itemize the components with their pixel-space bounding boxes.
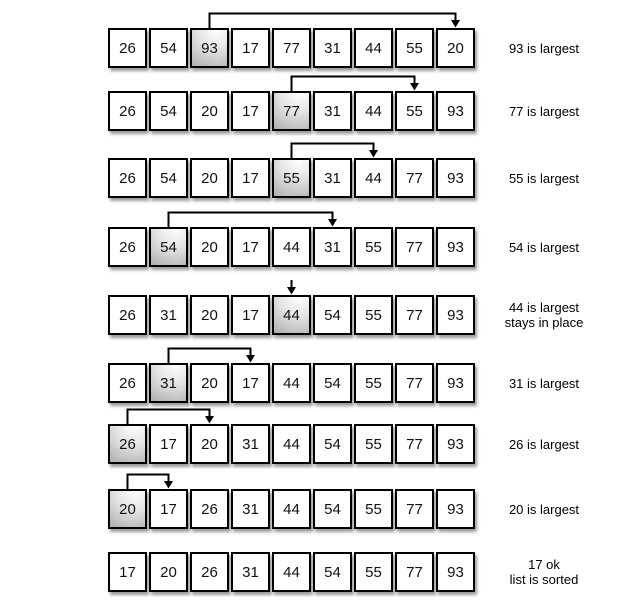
array-cell — [272, 424, 311, 464]
array-cell-selected — [190, 28, 229, 68]
cell-value: 77 — [406, 306, 423, 324]
swap-arrow-icon — [108, 345, 477, 363]
array-cell — [436, 91, 475, 131]
array-cell — [395, 295, 434, 335]
cell-value: 20 — [447, 39, 464, 57]
array-cell — [231, 28, 270, 68]
sort-step-row — [108, 91, 580, 131]
cell-value: 54 — [160, 39, 177, 57]
array-cell — [231, 424, 270, 464]
cell-value: 77 — [406, 435, 423, 453]
cell-value: 26 — [119, 102, 136, 120]
cell-value: 26 — [119, 306, 136, 324]
step-label-line: 93 is largest — [508, 40, 580, 56]
sort-step-row — [108, 227, 580, 267]
sort-step-row — [108, 363, 580, 403]
cell-value: 93 — [447, 306, 464, 324]
cell-value: 20 — [201, 435, 218, 453]
cell-value: 55 — [406, 102, 423, 120]
cell-value: 31 — [160, 306, 177, 324]
cell-value: 17 — [160, 435, 177, 453]
cell-value: 31 — [160, 374, 177, 392]
array-cell — [436, 363, 475, 403]
array-cell — [395, 552, 434, 592]
array-cell-selected — [149, 227, 188, 267]
cell-value: 77 — [406, 563, 423, 581]
step-label-line: list is sorted — [509, 572, 579, 587]
array-cell — [108, 28, 147, 68]
array-cell — [231, 295, 270, 335]
cell-value: 20 — [201, 102, 218, 120]
cell-value: 54 — [160, 102, 177, 120]
step-label — [476, 363, 612, 403]
cell-value: 77 — [406, 374, 423, 392]
step-label — [476, 489, 612, 529]
array-cell — [149, 489, 188, 529]
array-cell — [395, 489, 434, 529]
cell-value: 26 — [119, 39, 136, 57]
cell-value: 44 — [365, 39, 382, 57]
array-cell — [354, 91, 393, 131]
sort-step-row — [108, 295, 584, 335]
cell-value: 20 — [201, 374, 218, 392]
step-label — [476, 91, 612, 131]
cell-value: 44 — [283, 238, 300, 256]
cell-value: 54 — [324, 563, 341, 581]
cell-value: 17 — [242, 238, 259, 256]
array-cell — [108, 552, 147, 592]
cell-value: 31 — [324, 39, 341, 57]
array-cell — [231, 552, 270, 592]
cell-value: 31 — [242, 500, 259, 518]
cell-value: 54 — [324, 500, 341, 518]
cell-value: 93 — [201, 39, 218, 57]
cell-value: 55 — [365, 374, 382, 392]
cell-value: 31 — [324, 102, 341, 120]
array-cell — [313, 91, 352, 131]
step-label-line: 31 is largest — [508, 375, 580, 391]
array-cell — [108, 227, 147, 267]
array-cell-selected — [108, 424, 147, 464]
cell-value: 17 — [242, 169, 259, 187]
cell-value: 77 — [406, 500, 423, 518]
sort-step-row — [108, 158, 580, 198]
array-cell-selected — [272, 91, 311, 131]
array-cell — [149, 158, 188, 198]
cell-value: 26 — [119, 169, 136, 187]
step-label-line: 77 is largest — [508, 103, 580, 119]
cell-value: 17 — [119, 563, 136, 581]
array-cell — [149, 295, 188, 335]
step-label — [476, 424, 612, 464]
cell-value: 77 — [406, 238, 423, 256]
array-cell — [436, 552, 475, 592]
array-cell — [149, 91, 188, 131]
cell-value: 55 — [365, 238, 382, 256]
array-cell — [313, 552, 352, 592]
cell-value: 54 — [324, 374, 341, 392]
cell-value: 93 — [447, 169, 464, 187]
sort-step-row — [108, 489, 580, 529]
cell-value: 26 — [119, 238, 136, 256]
array-cell — [354, 295, 393, 335]
array-cell-selected — [272, 158, 311, 198]
cell-value: 55 — [365, 500, 382, 518]
cell-value: 31 — [242, 563, 259, 581]
array-cell — [395, 363, 434, 403]
cell-value: 20 — [201, 306, 218, 324]
array-cell — [190, 295, 229, 335]
array-cell — [108, 91, 147, 131]
array-cell — [313, 28, 352, 68]
array-cell — [436, 489, 475, 529]
array-cell — [108, 158, 147, 198]
cell-value: 93 — [447, 374, 464, 392]
cell-value: 55 — [406, 39, 423, 57]
array-cell — [354, 489, 393, 529]
cell-value: 93 — [447, 102, 464, 120]
cell-value: 54 — [160, 238, 177, 256]
array-cell — [313, 227, 352, 267]
cell-value: 93 — [447, 238, 464, 256]
array-cell — [190, 489, 229, 529]
step-label — [476, 28, 612, 68]
array-cell — [354, 552, 393, 592]
cell-value: 26 — [201, 563, 218, 581]
step-label-line: 17 ok — [528, 557, 560, 572]
cell-value: 17 — [242, 39, 259, 57]
array-cell — [272, 363, 311, 403]
cell-value: 44 — [365, 102, 382, 120]
swap-arrow-icon — [108, 406, 477, 424]
cell-value: 17 — [242, 306, 259, 324]
cell-value: 17 — [160, 500, 177, 518]
array-cell — [395, 28, 434, 68]
cell-value: 55 — [365, 306, 382, 324]
array-cell — [231, 227, 270, 267]
array-cell — [231, 91, 270, 131]
array-cell — [149, 28, 188, 68]
cell-value: 20 — [201, 169, 218, 187]
step-label — [476, 552, 612, 592]
cell-value: 55 — [283, 169, 300, 187]
array-cell — [395, 227, 434, 267]
array-cell — [354, 158, 393, 198]
swap-arrow-icon — [108, 10, 477, 28]
cell-value: 44 — [365, 169, 382, 187]
step-label-line: 55 is largest — [508, 170, 580, 186]
array-cell — [231, 363, 270, 403]
cell-value: 44 — [283, 500, 300, 518]
cell-value: 44 — [283, 435, 300, 453]
array-cell-selected — [272, 295, 311, 335]
cell-value: 17 — [242, 102, 259, 120]
array-cell-selected — [149, 363, 188, 403]
array-cell — [149, 424, 188, 464]
step-label — [476, 295, 612, 335]
step-label-line: stays in place — [504, 315, 584, 330]
array-cell — [395, 158, 434, 198]
cell-value: 44 — [283, 563, 300, 581]
sort-step-row — [108, 552, 579, 592]
array-cell — [190, 363, 229, 403]
swap-arrow-icon — [108, 73, 477, 91]
array-cell — [354, 28, 393, 68]
array-cell — [190, 424, 229, 464]
sort-step-row — [108, 424, 580, 464]
array-cell — [231, 158, 270, 198]
array-cell — [313, 363, 352, 403]
sort-step-row — [108, 28, 580, 68]
cell-value: 20 — [119, 500, 136, 518]
array-cell — [436, 424, 475, 464]
array-cell — [395, 424, 434, 464]
array-cell — [313, 424, 352, 464]
array-cell — [313, 489, 352, 529]
array-cell — [313, 158, 352, 198]
step-label — [476, 227, 612, 267]
cell-value: 93 — [447, 563, 464, 581]
array-cell — [436, 28, 475, 68]
array-cell — [108, 363, 147, 403]
array-cell — [354, 424, 393, 464]
array-cell — [272, 28, 311, 68]
array-cell — [395, 91, 434, 131]
cell-value: 77 — [283, 102, 300, 120]
array-cell — [272, 552, 311, 592]
array-cell — [190, 552, 229, 592]
cell-value: 26 — [119, 374, 136, 392]
array-cell — [436, 158, 475, 198]
cell-value: 44 — [283, 374, 300, 392]
cell-value: 44 — [283, 306, 300, 324]
array-cell — [354, 363, 393, 403]
array-cell — [190, 227, 229, 267]
swap-arrow-icon — [108, 209, 477, 227]
cell-value: 20 — [201, 238, 218, 256]
cell-value: 17 — [242, 374, 259, 392]
array-cell — [436, 295, 475, 335]
cell-value: 20 — [160, 563, 177, 581]
cell-value: 93 — [447, 435, 464, 453]
cell-value: 26 — [201, 500, 218, 518]
array-cell — [436, 227, 475, 267]
cell-value: 31 — [324, 169, 341, 187]
array-cell — [272, 489, 311, 529]
swap-arrow-icon — [108, 471, 477, 489]
cell-value: 93 — [447, 500, 464, 518]
cell-value: 54 — [324, 306, 341, 324]
cell-value: 31 — [242, 435, 259, 453]
array-cell — [272, 227, 311, 267]
array-cell — [149, 552, 188, 592]
cell-value: 55 — [365, 435, 382, 453]
step-label-line: 20 is largest — [508, 501, 580, 517]
array-cell — [354, 227, 393, 267]
cell-value: 26 — [119, 435, 136, 453]
cell-value: 54 — [160, 169, 177, 187]
array-cell — [231, 489, 270, 529]
cell-value: 31 — [324, 238, 341, 256]
step-label-line: 26 is largest — [508, 436, 580, 452]
array-cell-selected — [108, 489, 147, 529]
step-label — [476, 158, 612, 198]
cell-value: 77 — [283, 39, 300, 57]
cell-value: 77 — [406, 169, 423, 187]
cell-value: 54 — [324, 435, 341, 453]
step-label-line: 54 is largest — [508, 239, 580, 255]
stays-in-place-arrow-icon — [108, 277, 477, 295]
array-cell — [108, 295, 147, 335]
swap-arrow-icon — [108, 140, 477, 158]
cell-value: 55 — [365, 563, 382, 581]
array-cell — [313, 295, 352, 335]
step-label-line: 44 is largest — [508, 300, 580, 315]
array-cell — [190, 158, 229, 198]
array-cell — [190, 91, 229, 131]
